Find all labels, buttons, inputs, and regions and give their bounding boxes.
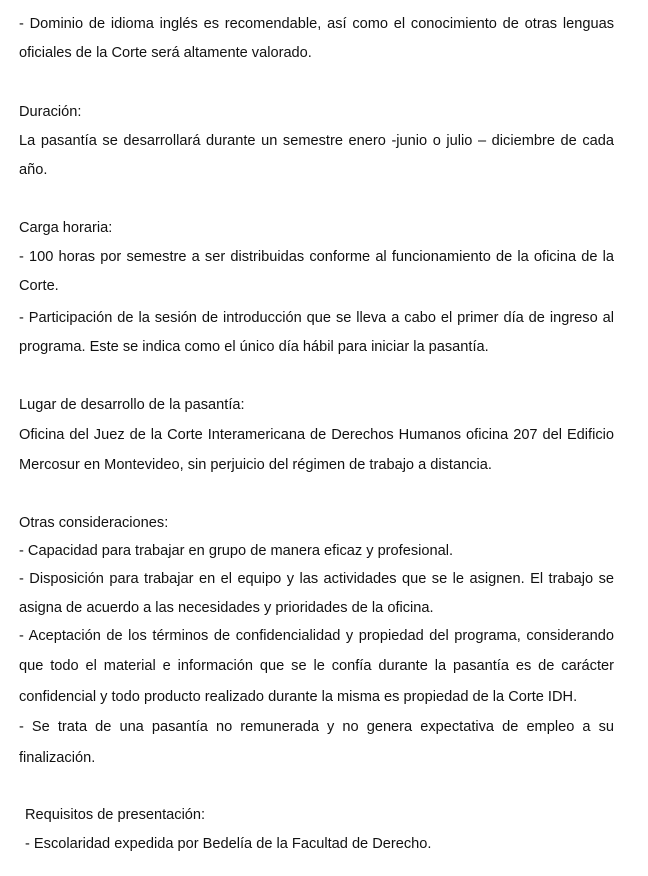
- otras-line-3: asigna de acuerdo a las necesidades y prioridades de la oficina.: [19, 600, 434, 616]
- intro-line-2: oficiales de la Corte será altamente valorado.: [19, 45, 312, 61]
- otras-line-2: - Disposición para trabajar en el equipo y las actividades que se le asignen. El trabajo se: [19, 571, 614, 587]
- intro-line-1: - Dominio de idioma inglés es recomendable, así como el conocimiento de otras lenguas: [19, 16, 614, 32]
- carga-line-3: - Participación de la sesión de introducción que se lleva a cabo el primer día de ingreso al: [19, 310, 614, 326]
- requisitos-heading: Requisitos de presentación:: [25, 807, 206, 823]
- lugar-line-1: Oficina del Juez de la Corte Interamericana de Derechos Humanos oficina 207 del Edificio: [19, 427, 614, 443]
- carga-heading: Carga horaria:: [19, 220, 113, 236]
- otras-line-1: - Capacidad para trabajar en grupo de manera eficaz y profesional.: [19, 543, 454, 559]
- duracion-line-2: año.: [19, 162, 48, 178]
- carga-line-2: Corte.: [19, 278, 59, 294]
- otras-heading: Otras consideraciones:: [19, 515, 169, 531]
- otras-line-7: - Se trata de una pasantía no remunerada y no genera expectativa de empleo a su: [19, 719, 614, 735]
- otras-line-6: confidencial y todo producto realizado durante la misma es propiedad de la Corte IDH.: [19, 689, 578, 705]
- carga-line-1: - 100 horas por semestre a ser distribuidas conforme al funcionamiento de la oficina de la: [19, 249, 614, 265]
- lugar-line-2: Mercosur en Montevideo, sin perjuicio del régimen de trabajo a distancia.: [19, 457, 492, 473]
- otras-line-4: - Aceptación de los términos de confidencialidad y propiedad del programa, considerando: [19, 628, 614, 644]
- otras-line-5: que todo el material e información que se le confía durante la pasantía es de carácter: [19, 658, 614, 674]
- requisitos-line-1: - Escolaridad expedida por Bedelía de la Facultad de Derecho.: [25, 836, 432, 852]
- carga-line-4: programa. Este se indica como el único día hábil para iniciar la pasantía.: [19, 339, 489, 355]
- duracion-heading: Duración:: [19, 104, 82, 120]
- otras-line-8: finalización.: [19, 750, 96, 766]
- duracion-line-1: La pasantía se desarrollará durante un semestre enero -junio o julio – diciembre de cada: [19, 133, 614, 149]
- lugar-heading: Lugar de desarrollo de la pasantía:: [19, 397, 245, 413]
